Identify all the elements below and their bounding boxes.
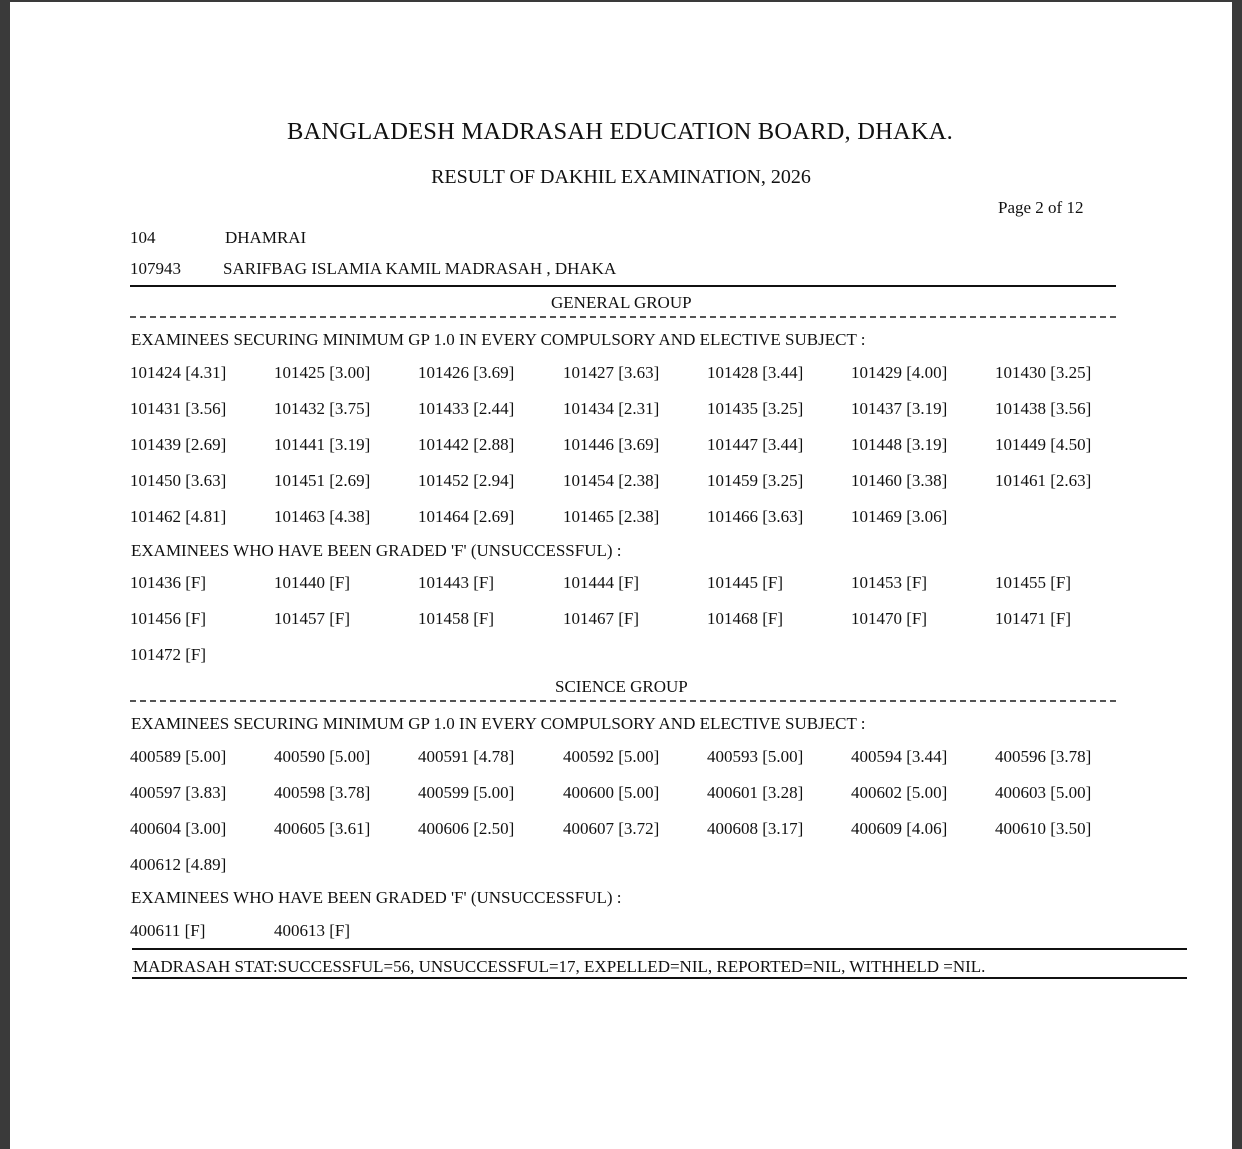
result-entry: 101434 [2.31]	[563, 399, 660, 418]
result-entry: 101465 [2.38]	[563, 507, 660, 526]
failed-entry: 101468 [F]	[707, 609, 784, 628]
result-entry: 101439 [2.69]	[130, 435, 227, 454]
result-entry: 101463 [4.38]	[274, 507, 371, 526]
madrasah-name: SARIFBAG ISLAMIA KAMIL MADRASAH , DHAKA	[223, 259, 617, 278]
result-entry: 101438 [3.56]	[995, 399, 1092, 418]
result-entry: 101424 [4.31]	[130, 363, 227, 382]
result-entry: 101466 [3.63]	[707, 507, 804, 526]
result-entry: 101435 [3.25]	[707, 399, 804, 418]
result-entry: 101432 [3.75]	[274, 399, 371, 418]
result-entry: 400601 [3.28]	[707, 783, 804, 802]
upazila-name: DHAMRAI	[225, 228, 307, 247]
result-entry: 101426 [3.69]	[418, 363, 515, 382]
failed-entry: 101472 [F]	[130, 645, 207, 664]
failed-entry: 400611 [F]	[130, 921, 206, 940]
result-entry: 400591 [4.78]	[418, 747, 515, 766]
result-entry: 101464 [2.69]	[418, 507, 515, 526]
failed-entry: 101455 [F]	[995, 573, 1072, 592]
footer-top-rule	[132, 948, 1187, 950]
madrasah-code: 107943	[130, 259, 181, 278]
result-entry: 400603 [5.00]	[995, 783, 1092, 802]
result-entry: 400592 [5.00]	[563, 747, 660, 766]
result-entry: 101451 [2.69]	[274, 471, 371, 490]
footer-bottom-rule	[132, 977, 1187, 979]
result-entry: 101425 [3.00]	[274, 363, 371, 382]
result-entry: 400612 [4.89]	[130, 855, 227, 874]
result-entry: 400593 [5.00]	[707, 747, 804, 766]
general-pass-heading: EXAMINEES SECURING MINIMUM GP 1.0 IN EVERY COMPULSORY AND ELECTIVE SUBJECT :	[131, 330, 866, 349]
failed-entry: 101453 [F]	[851, 573, 928, 592]
result-entry: 400596 [3.78]	[995, 747, 1092, 766]
result-entry: 101430 [3.25]	[995, 363, 1092, 382]
failed-entry: 400613 [F]	[274, 921, 351, 940]
upazila-code: 104	[130, 228, 156, 247]
result-entry: 101427 [3.63]	[563, 363, 660, 382]
result-entry: 101441 [3.19]	[274, 435, 371, 454]
science-pass-heading: EXAMINEES SECURING MINIMUM GP 1.0 IN EVERY COMPULSORY AND ELECTIVE SUBJECT :	[131, 714, 866, 733]
header-rule	[130, 285, 1116, 287]
result-entry: 101448 [3.19]	[851, 435, 948, 454]
result-entry: 400599 [5.00]	[418, 783, 515, 802]
result-entry: 101433 [2.44]	[418, 399, 515, 418]
result-entry: 400598 [3.78]	[274, 783, 371, 802]
result-entry: 400602 [5.00]	[851, 783, 948, 802]
result-entry: 400597 [3.83]	[130, 783, 227, 802]
result-entry: 101450 [3.63]	[130, 471, 227, 490]
result-entry: 101462 [4.81]	[130, 507, 227, 526]
exam-subtitle: RESULT OF DAKHIL EXAMINATION, 2026	[431, 166, 811, 188]
result-entry: 101428 [3.44]	[707, 363, 804, 382]
failed-entry: 101444 [F]	[563, 573, 640, 592]
result-entry: 400608 [3.17]	[707, 819, 804, 838]
result-entry: 101446 [3.69]	[563, 435, 660, 454]
result-entry: 400609 [4.06]	[851, 819, 948, 838]
failed-entry: 101470 [F]	[851, 609, 928, 628]
science-fail-heading: EXAMINEES WHO HAVE BEEN GRADED 'F' (UNSUCCESSFUL) :	[131, 888, 622, 907]
result-entry: 101442 [2.88]	[418, 435, 515, 454]
result-entry: 101461 [2.63]	[995, 471, 1092, 490]
result-entry: 101429 [4.00]	[851, 363, 948, 382]
result-entry: 101447 [3.44]	[707, 435, 804, 454]
result-entry: 101454 [2.38]	[563, 471, 660, 490]
board-title: BANGLADESH MADRASAH EDUCATION BOARD, DHAKA.	[286, 118, 954, 145]
failed-entry: 101458 [F]	[418, 609, 495, 628]
result-entry: 400600 [5.00]	[563, 783, 660, 802]
science-group-divider	[130, 700, 1116, 702]
failed-entry: 101467 [F]	[563, 609, 640, 628]
failed-entry: 101436 [F]	[130, 573, 207, 592]
failed-entry: 101443 [F]	[418, 573, 495, 592]
science-group-label: SCIENCE GROUP	[549, 677, 694, 697]
madrasah-stat: MADRASAH STAT:SUCCESSFUL=56, UNSUCCESSFUL=17, EXPELLED=NIL, REPORTED=NIL, WITHHELD =NIL.	[133, 957, 986, 976]
failed-entry: 101471 [F]	[995, 609, 1072, 628]
result-entry: 101431 [3.56]	[130, 399, 227, 418]
result-entry: 101437 [3.19]	[851, 399, 948, 418]
general-fail-heading: EXAMINEES WHO HAVE BEEN GRADED 'F' (UNSUCCESSFUL) :	[131, 541, 622, 560]
result-entry: 400594 [3.44]	[851, 747, 948, 766]
result-entry: 400607 [3.72]	[563, 819, 660, 838]
result-entry: 400589 [5.00]	[130, 747, 227, 766]
result-entry: 101452 [2.94]	[418, 471, 515, 490]
page-number: Page 2 of 12	[998, 198, 1084, 217]
general-group-divider	[130, 316, 1116, 318]
result-entry: 400605 [3.61]	[274, 819, 371, 838]
failed-entry: 101445 [F]	[707, 573, 784, 592]
failed-entry: 101456 [F]	[130, 609, 207, 628]
result-entry: 400590 [5.00]	[274, 747, 371, 766]
result-entry: 400610 [3.50]	[995, 819, 1092, 838]
result-entry: 101469 [3.06]	[851, 507, 948, 526]
failed-entry: 101440 [F]	[274, 573, 351, 592]
result-entry: 101460 [3.38]	[851, 471, 948, 490]
result-entry: 400604 [3.00]	[130, 819, 227, 838]
result-entry: 101459 [3.25]	[707, 471, 804, 490]
general-group-label: GENERAL GROUP	[545, 293, 698, 313]
failed-entry: 101457 [F]	[274, 609, 351, 628]
result-entry: 101449 [4.50]	[995, 435, 1092, 454]
result-entry: 400606 [2.50]	[418, 819, 515, 838]
